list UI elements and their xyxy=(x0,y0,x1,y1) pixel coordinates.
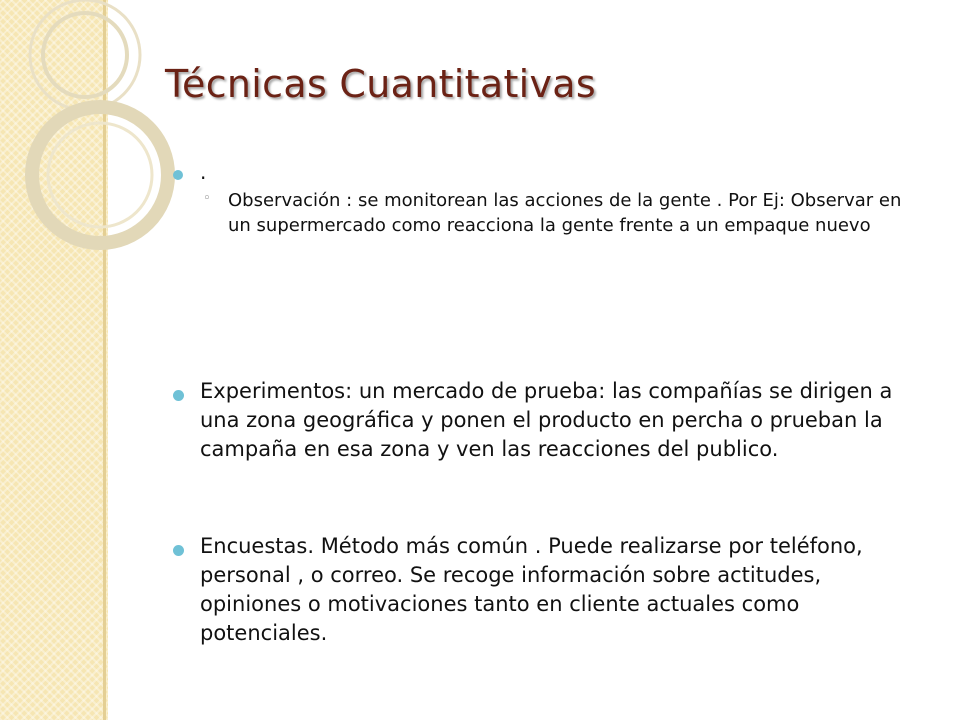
bullet-marker xyxy=(173,545,184,556)
bullet-marker xyxy=(173,170,183,180)
deco-circle-inner xyxy=(43,13,127,97)
sub-bullet-marker: ◦ xyxy=(203,191,211,206)
sub-bullet-text: Observación : se monitorean las acciones de la gente . Por Ej: Observar en un supermercado como reacciona la gente frente a un empaque nuevo xyxy=(228,190,902,236)
deco-circle-ring xyxy=(32,107,168,243)
bullet-text-3: Encuestas. Método más común . Puede realizarse por teléfono, personal , o correo. Se recoge información sobre actitudes, opiniones o motivaciones tanto en cliente actuales como potenciales. xyxy=(200,534,863,645)
bullet-marker xyxy=(173,390,184,401)
deco-circle-ring-inner xyxy=(48,123,152,227)
slide-title: Técnicas Cuantitativas xyxy=(165,62,596,106)
bullet-text-1: . xyxy=(200,160,207,184)
bullet-text-2: Experimentos: un mercado de prueba: las compañías se dirigen a una zona geográfica y ponen el producto en percha o prueban la campaña en esa zona y ven las reacciones del publico. xyxy=(200,379,893,461)
deco-circle-large xyxy=(30,0,140,110)
decorative-circles xyxy=(0,0,220,300)
